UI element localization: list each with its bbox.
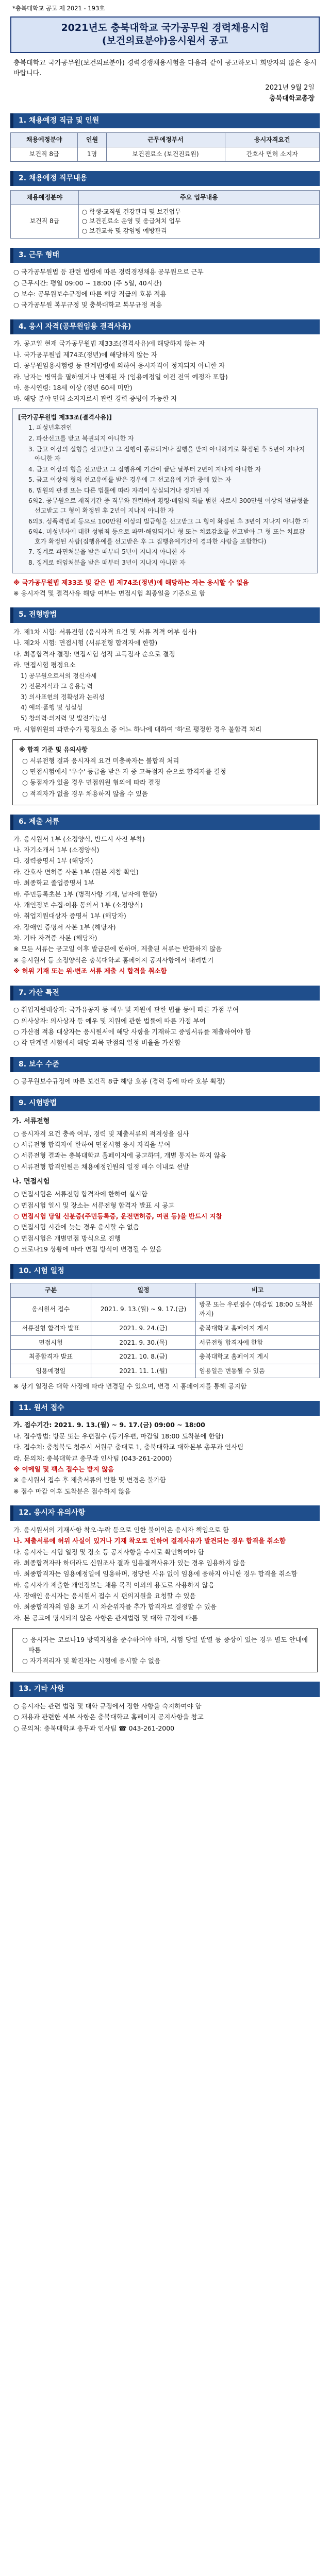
table-cell: 서류전형 합격자에 한함 xyxy=(196,1335,320,1350)
table-row xyxy=(11,1297,320,1321)
list-item: 다. 경력증명서 1부 (해당자) xyxy=(13,857,93,865)
section-2-title: 2. 채용예정 직무내용 xyxy=(10,171,320,187)
table-cell: 면접시험 xyxy=(11,1335,91,1350)
list-item: 가. 응시원서의 기재사항 착오·누락 등으로 인한 불이익은 응시자 책임으로 함 xyxy=(13,1526,229,1534)
list-item: 나. 자기소개서 1부 (소정양식) xyxy=(13,846,100,854)
list-item: 6의2. 공무원으로 재직기간 중 직무와 관련하여 횡령·배임의 죄를 범한 자로서 300만원 이상의 벌금형을 선고받고 그 형이 확정된 후 2년이 지나지 아니한 자 xyxy=(28,497,309,515)
list-item: 1) 공무원으로서의 정신자세 xyxy=(21,672,97,680)
list-item: 8. 징계로 해임처분을 받은 때부터 3년이 지나지 아니한 자 xyxy=(28,559,186,567)
list-item: ○ 면접시험은 개별면접 방식으로 진행 xyxy=(13,1234,121,1242)
list-item: 마. 응시연령: 18세 이상 (정년 60세 미만) xyxy=(13,383,133,392)
list-item: 3) 의사표현의 정확성과 논리성 xyxy=(21,693,105,701)
list-item: 나. 제출서류에 허위 사실이 있거나 기재 착오로 인하여 결격사유가 발견되는 경우 합격을 취소함 xyxy=(13,1537,286,1545)
list-item: 가. 제1차 시험: 서류전형 (응시자격 요건 및 서류 적격 여부 심사) xyxy=(13,628,197,636)
criteria-box xyxy=(12,739,318,805)
signature-block xyxy=(10,83,315,104)
schedule-table xyxy=(10,1283,320,1378)
table-header: 구분 xyxy=(11,1283,91,1298)
section-7-title: 7. 가산 특전 xyxy=(10,986,320,1001)
note: ※ 응시원서 등 소정양식은 충북대학교 홈페이지 공지사항에서 내려받기 xyxy=(13,956,214,964)
notice-date: 2021년 9월 2일 xyxy=(265,84,315,92)
intro-text: 충북대학교 국가공무원(보건의료분야) 경력경쟁채용시험을 다음과 같이 공고하오니 희망자의 많은 응시 바랍니다. xyxy=(13,59,317,78)
section-4-title: 4. 응시 자격(공무원임용 결격사유) xyxy=(10,319,320,335)
list-item: 라. 남자는 병역을 필하였거나 면제된 자 (임용예정일 이전 전역 예정자 포함) xyxy=(13,372,228,381)
list-item: ○ 응시자는 관련 법령 및 대학 규정에서 정한 사항을 숙지하여야 함 xyxy=(13,1702,202,1710)
note: ※ 상기 일정은 대학 사정에 따라 변경될 수 있으며, 변경 시 홈페이지를 통해 공지함 xyxy=(13,1382,247,1391)
table-cell: 2021. 9. 30.(목) xyxy=(91,1335,196,1350)
list-item: 5. 금고 이상의 형의 선고유예를 받은 경우에 그 선고유예 기간 중에 있는 자 xyxy=(28,476,232,484)
list-item: 2) 전문지식과 그 응용능력 xyxy=(21,683,93,690)
title-box xyxy=(10,16,320,53)
list-item: ○ 보건교육 및 감염병 예방관리 xyxy=(81,227,167,234)
table-cell: 1명 xyxy=(78,147,106,161)
note: ※ 모든 서류는 공고일 이후 발급분에 한하며, 제출된 서류는 반환하지 않음 xyxy=(13,945,222,953)
list-item: 나. 접수방법: 방문 또는 우편접수 (등기우편, 마감일 18:00 도착분에 한함) xyxy=(13,1432,224,1440)
list-item: ○ 국가공무원 복무규정 및 충북대학교 복무규정 적용 xyxy=(13,301,162,309)
list-item: ○ 서류전형 결과 응시자격 요건 미충족자는 불합격 처리 xyxy=(22,756,179,765)
table-header: 인원 xyxy=(78,133,106,147)
note: ※ 응시자격 및 결격사유 해당 여부는 면접시험 최종일을 기준으로 함 xyxy=(13,589,206,597)
contact-info: ○ 문의처: 충북대학교 총무과 인사팀 ☎ 043-261-2000 xyxy=(13,1724,175,1732)
warning-note: ※ 국가공무원법 제33조 및 같은 법 제74조(정년)에 해당하는 자는 응시할 수 없음 xyxy=(13,578,249,586)
list-item: ○ 적격자가 없을 경우 채용하지 않을 수 있음 xyxy=(22,789,148,798)
list-item: 1. 피성년후견인 xyxy=(28,424,72,432)
duty-table xyxy=(10,190,320,238)
list-item: 라. 면접시험 평정요소 xyxy=(13,661,76,669)
list-item: 6의3. 성폭력범죄 등으로 100만원 이상의 벌금형을 선고받고 그 형이 확정된 후 3년이 지나지 아니한 자 xyxy=(28,517,309,525)
list-item: 자. 장애인 증명서 사본 1부 (해당자) xyxy=(13,923,116,931)
list-item: 4) 예의·품행 및 성실성 xyxy=(21,704,83,711)
table-cell: 임용일은 변동될 수 있음 xyxy=(196,1364,320,1378)
list-item: ○ 서류전형 합격자에 한하여 면접시험 응시 자격을 부여 xyxy=(13,1141,171,1149)
list-item: 5) 창의력·의지력 및 발전가능성 xyxy=(21,714,107,722)
table-header: 일정 xyxy=(91,1283,196,1298)
list-item: ○ 보수: 공무원보수규정에 따른 해당 직급의 호봉 적용 xyxy=(13,290,167,298)
list-item: ○ 응시자격 요건 충족 여부, 경력 및 제출서류의 적격성을 심사 xyxy=(13,1129,189,1138)
list-item: ○ 동점자가 있을 경우 면접위원 협의에 따라 결정 xyxy=(22,778,161,787)
list-item: 2. 파산선고를 받고 복권되지 아니한 자 xyxy=(28,434,134,442)
list-item: ○ 면접시험 당일 신분증(주민등록증, 운전면허증, 여권 등)을 반드시 지참 xyxy=(13,1212,222,1221)
notice-number: *충북대학교 공고 제 2021 - 193호 xyxy=(12,5,105,12)
table-cell: 보건진료소 (보건진료원) xyxy=(106,147,225,161)
list-item: 마. 최종합격자는 임용예정일에 임용하며, 정당한 사유 없이 임용에 응하지 아니한 경우 합격을 취소함 xyxy=(13,1570,298,1578)
list-item: ○ 면접시험에서 '우수' 등급을 받은 자 중 고득점자 순으로 합격자를 결정 xyxy=(22,767,226,775)
list-item: 바. 해당 분야 면허 소지자로서 관련 경력 증빙이 가능한 자 xyxy=(13,395,177,403)
list-item: ○ 면접시험 일시 및 장소는 서류전형 합격자 발표 시 공고 xyxy=(13,1201,175,1209)
list-item: ○ 코로나19 상황에 따라 면접 방식이 변경될 수 있음 xyxy=(13,1245,162,1253)
list-item: ○ 각 단계별 시험에서 해당 과목 만점의 일정 비율을 가산함 xyxy=(13,1039,181,1047)
section-8-title: 8. 보수 수준 xyxy=(10,1057,320,1073)
section-11-title: 11. 원서 접수 xyxy=(10,1401,320,1416)
covid-box xyxy=(12,1628,318,1672)
list-item: 6. 법원의 판결 또는 다른 법률에 따라 자격이 상실되거나 정지된 자 xyxy=(28,486,209,494)
table-cell: 2021. 11. 1.(월) xyxy=(91,1364,196,1378)
list-item: 마. 최종학교 졸업증명서 1부 xyxy=(13,879,94,887)
position-table xyxy=(10,132,320,161)
section-3-title: 3. 근무 형태 xyxy=(10,248,320,263)
list-item: 아. 최종합격자의 임용 포기 시 차순위자를 추가 합격자로 결정할 수 있음 xyxy=(13,1603,217,1611)
table-header: 근무예정부서 xyxy=(106,133,225,147)
table-row xyxy=(11,205,320,238)
title-line-1: 2021년도 충북대학교 국가공무원 경력채용시험 xyxy=(61,22,269,33)
table-header: 비고 xyxy=(196,1283,320,1298)
section-12-title: 12. 응시자 유의사항 xyxy=(10,1505,320,1521)
list-item: 아. 취업지원대상자 증명서 1부 (해당자) xyxy=(13,912,126,920)
section-13-title: 13. 기타 사항 xyxy=(10,1682,320,1697)
list-item: ○ 면접시험은 서류전형 합격자에 한하여 실시함 xyxy=(13,1190,148,1198)
box-title: [국가공무원법 제33조(결격사유)] xyxy=(18,413,112,421)
list-item: 마. 시험위원의 과반수가 평정요소 중 어느 하나에 대하여 '하'로 평정한 경우 불합격 처리 xyxy=(13,725,262,733)
duty-list xyxy=(78,205,319,238)
section-10-title: 10. 시험 일정 xyxy=(10,1264,320,1279)
list-item: 사. 개인정보 수집·이용 동의서 1부 (소정양식) xyxy=(13,901,143,909)
table-cell: 보건직 8급 xyxy=(11,205,79,238)
table-cell: 최종합격자 발표 xyxy=(11,1350,91,1364)
table-row xyxy=(11,147,320,161)
list-item: ○ 의사상자: 의사상자 등 예우 및 지원에 관한 법률에 따른 가점 부여 xyxy=(13,1016,206,1025)
table-header: 응시자격요건 xyxy=(225,133,319,147)
list-item: ○ 보건진료소 운영 및 응급처치 업무 xyxy=(81,217,181,225)
table-cell: 방문 또는 우편접수 (마감일 18:00 도착분까지) xyxy=(196,1297,320,1321)
list-item: ○ 취업지원대상자: 국가유공자 등 예우 및 지원에 관한 법률 등에 따른 가점 부여 xyxy=(13,1006,239,1014)
table-header: 채용예정분야 xyxy=(11,191,79,205)
list-item: 차. 기타 자격증 사본 (해당자) xyxy=(13,934,97,942)
warning-note: ※ 이메일 및 팩스 접수는 받지 않음 xyxy=(13,1465,114,1473)
table-cell: 임용예정일 xyxy=(11,1364,91,1378)
subsection-title: 가. 서류전형 xyxy=(12,1117,50,1125)
list-item: 가. 공고일 현재 국가공무원법 제33조(결격사유)에 해당하지 않는 자 xyxy=(13,340,205,348)
list-item: ○ 근무시간: 평일 09:00 ~ 18:00 (주 5일, 40시간) xyxy=(13,279,162,287)
table-cell: 간호사 면허 소지자 xyxy=(225,147,319,161)
list-item: 라. 문의처: 충북대학교 총무과 인사팀 (043-261-2000) xyxy=(13,1454,172,1462)
table-row xyxy=(11,1364,320,1378)
list-item: ○ 가산점 적용 대상자는 응시원서에 해당 사항을 기재하고 증빙서류를 제출하여야 함 xyxy=(13,1028,252,1036)
table-header: 채용예정분야 xyxy=(11,133,78,147)
list-item: 라. 간호사 면허증 사본 1부 (원본 지참 확인) xyxy=(13,868,139,876)
table-cell: 충북대학교 홈페이지 게시 xyxy=(196,1321,320,1336)
section-5-title: 5. 전형방법 xyxy=(10,607,320,623)
note: ※ 접수 마감 이후 도착분은 접수하지 않음 xyxy=(13,1487,131,1495)
section-1-title: 1. 채용예정 직급 및 인원 xyxy=(10,113,320,129)
table-row xyxy=(11,1335,320,1350)
list-item: 바. 주민등록초본 1부 (병적사항 기재, 남자에 한함) xyxy=(13,890,157,898)
box-title: ※ 합격 기준 및 유의사항 xyxy=(19,745,88,753)
disqualification-box xyxy=(12,408,318,573)
list-item: 3. 금고 이상의 실형을 선고받고 그 집행이 종료되거나 집행을 받지 아니하기로 확정된 후 5년이 지나지 아니한 자 xyxy=(28,445,305,463)
issuing-org: 충북대학교총장 xyxy=(269,94,315,103)
table-row xyxy=(11,1350,320,1364)
list-item: ○ 국가공무원법 등 관련 법령에 따른 경력경쟁채용 공무원으로 근무 xyxy=(13,268,204,276)
title-line-2: (보건의료분야)응시원서 공고 xyxy=(102,35,228,47)
section-9-title: 9. 시험방법 xyxy=(10,1096,320,1111)
list-item: 바. 응시자가 제출한 개인정보는 채용 목적 이외의 용도로 사용하지 않음 xyxy=(13,1581,214,1589)
list-item: 가. 접수기간: 2021. 9. 13.(월) ~ 9. 17.(금) 09:00 ~ 18:00 xyxy=(13,1421,205,1429)
list-item: 6의4. 미성년자에 대한 성범죄 등으로 파면·해임되거나 형 또는 치료감호를 선고받아 그 형 또는 치료감호가 확정된 사람(집행유예를 선고받은 후 그 집행유예기간이 경과한 사람을 포함한다) xyxy=(28,528,305,545)
table-cell: 2021. 9. 13.(월) ~ 9. 17.(금) xyxy=(91,1297,196,1321)
list-item: ○ 응시자는 코로나19 방역지침을 준수하여야 하며, 시험 당일 발열 등 증상이 있는 경우 별도 안내에 따름 xyxy=(22,1636,308,1654)
table-cell: 충북대학교 홈페이지 게시 xyxy=(196,1350,320,1364)
list-item: 자. 본 공고에 명시되지 않은 사항은 관계법령 및 대학 규정에 따름 xyxy=(13,1614,198,1622)
table-cell: 2021. 10. 8.(금) xyxy=(91,1350,196,1364)
table-cell: 보건직 8급 xyxy=(11,147,78,161)
subsection-title: 나. 면접시험 xyxy=(12,1178,50,1186)
list-item: 다. 접수처: 충청북도 청주시 서원구 충대로 1, 충북대학교 대학본부 총무과 인사팀 xyxy=(13,1443,244,1451)
list-item: ○ 채용과 관련한 세부 사항은 충북대학교 홈페이지 공지사항을 참고 xyxy=(13,1713,204,1721)
list-item: ○ 면접시험 시간에 늦는 경우 응시할 수 없음 xyxy=(13,1223,139,1231)
notice-page xyxy=(10,0,320,1733)
list-item: 7. 징계로 파면처분을 받은 때부터 5년이 지나지 아니한 자 xyxy=(28,548,186,556)
list-item: ○ 자가격리자 및 확진자는 시험에 응시할 수 없음 xyxy=(22,1656,161,1665)
list-item: 사. 장애인 응시자는 응시원서 접수 시 편의지원을 요청할 수 있음 xyxy=(13,1592,196,1600)
list-item: 나. 국가공무원법 제74조(정년)에 해당하지 않는 자 xyxy=(13,350,157,359)
list-item: 다. 최종합격자 결정: 면접시험 성적 고득점자 순으로 결정 xyxy=(13,650,175,658)
list-item: 4. 금고 이상의 형을 선고받고 그 집행유예 기간이 끝난 날부터 2년이 지나지 아니한 자 xyxy=(28,465,261,473)
warning-note: ※ 허위 기재 또는 위·변조 서류 제출 시 합격을 취소함 xyxy=(13,967,167,975)
list-item: ○ 학생·교직원 건강관리 및 보건업무 xyxy=(81,208,181,215)
table-cell: 서류전형 합격자 발표 xyxy=(11,1321,91,1336)
list-item: ○ 서류전형 결과는 충북대학교 홈페이지에 공고하며, 개별 통지는 하지 않음 xyxy=(13,1151,226,1160)
table-cell: 응시원서 접수 xyxy=(11,1297,91,1321)
table-header: 주요 업무내용 xyxy=(78,191,319,205)
table-row xyxy=(11,1321,320,1336)
list-item: 라. 최종합격자라 하더라도 신원조사 결과 임용결격사유가 있는 경우 임용하지 않음 xyxy=(13,1558,246,1567)
list-item: 나. 제2차 시험: 면접시험 (서류전형 합격자에 한함) xyxy=(13,639,158,647)
note: ※ 응시원서 접수 후 제출서류의 반환 및 변경은 불가함 xyxy=(13,1476,166,1484)
list-item: 가. 응시원서 1부 (소정양식, 반드시 사진 부착) xyxy=(13,835,145,843)
section-6-title: 6. 제출 서류 xyxy=(10,815,320,830)
list-item: ○ 서류전형 합격인원은 채용예정인원의 일정 배수 이내로 선발 xyxy=(13,1162,189,1171)
salary-text: ○ 공무원보수규정에 따른 보건직 8급 해당 호봉 (경력 등에 따라 호봉 획정) xyxy=(13,1077,225,1086)
table-cell: 2021. 9. 24.(금) xyxy=(91,1321,196,1336)
list-item: 다. 응시자는 시험 일정 및 장소 등 공지사항을 수시로 확인하여야 함 xyxy=(13,1548,204,1556)
list-item: 다. 공무원임용시험령 등 관계법령에 의하여 응시자격이 정지되지 아니한 자 xyxy=(13,362,225,370)
